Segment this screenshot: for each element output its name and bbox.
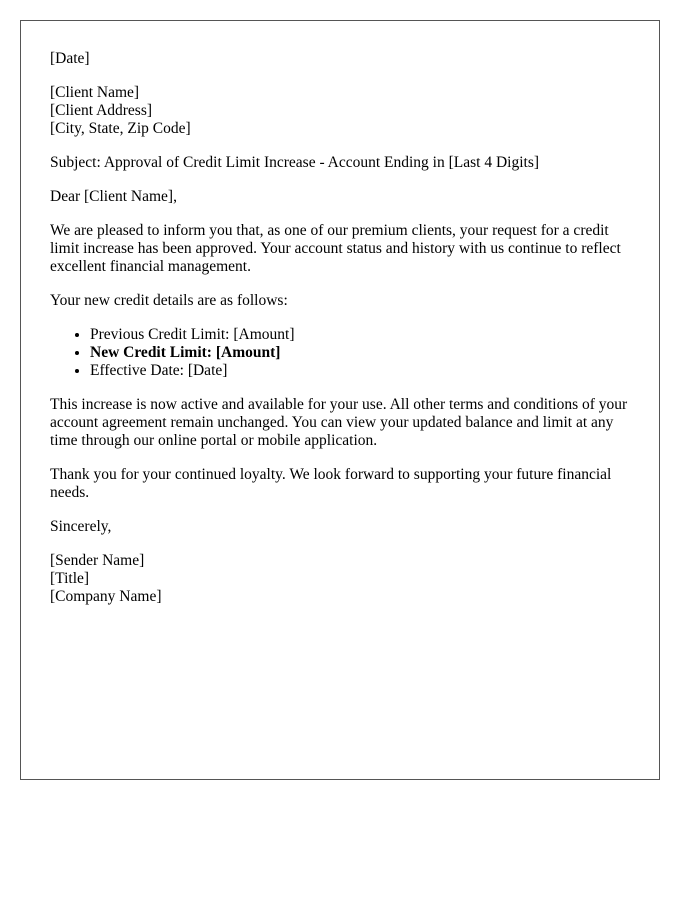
detail-new-limit: • New Credit Limit: [Amount] (90, 344, 640, 362)
letter-subject: Subject: Approval of Credit Limit Increase - Account Ending in [Last 4 Digits] (50, 154, 540, 171)
sender-company: [Company Name] (50, 588, 162, 605)
detail-effective-date: • Effective Date: [Date] (90, 362, 640, 380)
credit-details-list (50, 326, 640, 380)
detail-previous-limit: • Previous Credit Limit: [Amount] (90, 326, 640, 344)
signature-block (50, 552, 640, 606)
body-paragraph-thanks: Thank you for your continued loyalty. We look forward to supporting your future financial needs. (50, 466, 612, 501)
recipient-block (50, 84, 640, 138)
letter-content (50, 50, 640, 622)
sender-name: [Sender Name] (50, 552, 145, 569)
body-paragraph-terms: This increase is now active and available for your use. All other terms and conditions of your account agreement remain unchanged. You can view your updated balance and limit at any time through our online portal or mobile application. (50, 396, 628, 449)
sender-title: [Title] (50, 570, 90, 587)
letter-page (20, 20, 660, 780)
letter-date: [Date] (50, 50, 90, 67)
recipient-name: [Client Name] (50, 84, 140, 101)
recipient-address: [Client Address] (50, 102, 153, 119)
body-paragraph-approval: We are pleased to inform you that, as one of our premium clients, your request for a credit limit increase has been approved. Your account status and history with us continue to reflect excellent financial management. (50, 222, 621, 275)
details-intro: Your new credit details are as follows: (50, 292, 288, 309)
letter-closing: Sincerely, (50, 518, 112, 535)
letter-salutation: Dear [Client Name], (50, 188, 177, 205)
recipient-city-state-zip: [City, State, Zip Code] (50, 120, 191, 137)
